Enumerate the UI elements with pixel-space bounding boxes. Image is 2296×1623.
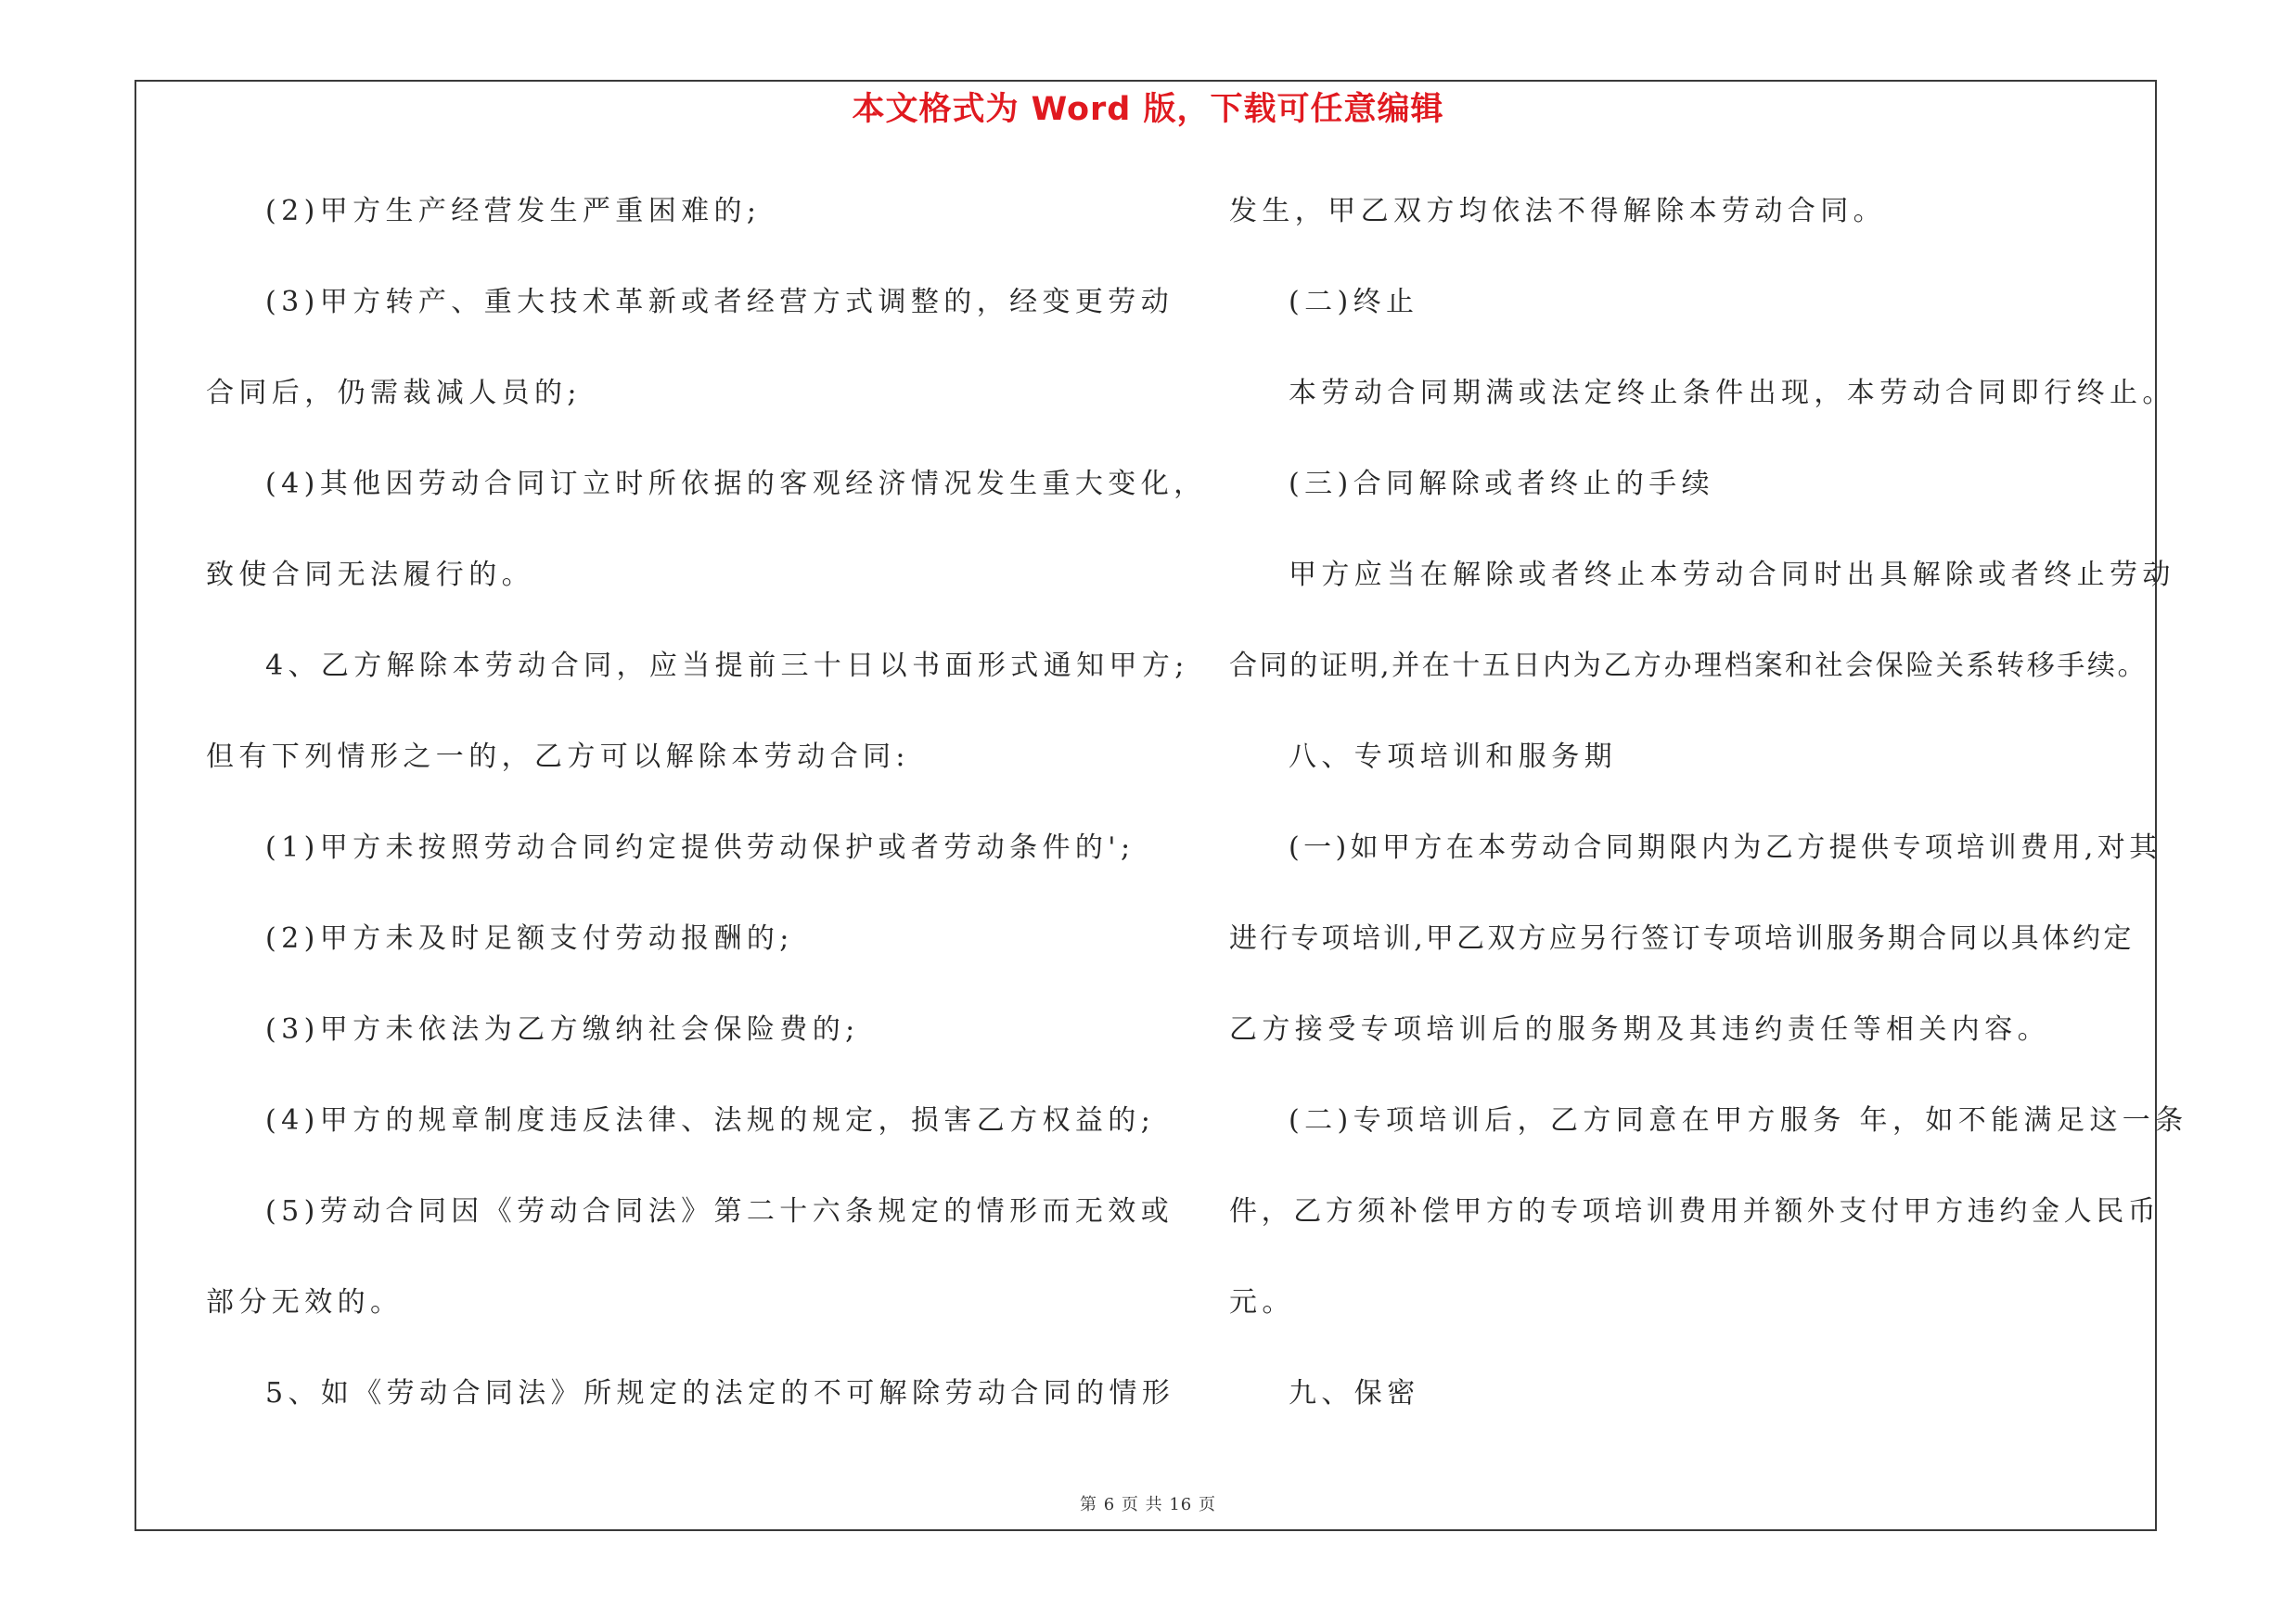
- text-line: 八、专项培训和服务期: [1289, 741, 1617, 773]
- text-line: 5、如《劳动合同法》所规定的法定的不可解除劳动合同的情形: [265, 1377, 1175, 1410]
- text-line: 乙方接受专项培训后的服务期及其违约责任等相关内容。: [1229, 1013, 2050, 1046]
- text-line: (3)甲方未依法为乙方缴纳社会保险费的;: [265, 1013, 860, 1046]
- text-line: (4)其他因劳动合同订立时所依据的客观经济情况发生重大变化，: [265, 468, 1207, 500]
- text-line: 件，乙方须补偿甲方的专项培训费用并额外支付甲方违约金人民币: [1229, 1195, 2161, 1228]
- text-line: 合同的证明,并在十五日内为乙方办理档案和社会保险关系转移手续。: [1229, 650, 2148, 682]
- text-line: 甲方应当在解除或者终止本劳动合同时出具解除或者终止劳动: [1289, 559, 2175, 591]
- text-line: (1)甲方未按照劳动合同约定提供劳动保护或者劳动条件的';: [265, 831, 1135, 864]
- text-line: 九、保密: [1289, 1377, 1420, 1410]
- text-line: (二)终止: [1289, 286, 1419, 318]
- text-line: 部分无效的。: [206, 1286, 404, 1319]
- text-line: (2)甲方未及时足额支付劳动报酬的;: [265, 922, 794, 955]
- text-line: (三)合同解除或者终止的手续: [1289, 468, 1715, 500]
- text-line: (5)劳动合同因《劳动合同法》第二十六条规定的情形而无效或: [265, 1195, 1174, 1228]
- page-number: 第 6 页 共 16 页: [1080, 1495, 1216, 1514]
- text-line: 元。: [1229, 1286, 1295, 1319]
- text-line: 进行专项培训,甲乙双方应另行签订专项培训服务期合同以具体约定: [1229, 922, 2135, 955]
- text-line: 本劳动合同期满或法定终止条件出现，本劳动合同即行终止。: [1289, 377, 2175, 409]
- text-line: (3)甲方转产、重大技术革新或者经营方式调整的，经变更劳动: [265, 286, 1174, 318]
- document-banner: 本文格式为 Word 版，下载可任意编辑: [852, 91, 1444, 128]
- text-line: 合同后，仍需裁减人员的;: [206, 377, 582, 409]
- text-line: 发生，甲乙双方均依法不得解除本劳动合同。: [1229, 195, 1886, 227]
- text-line: (2)甲方生产经营发生严重困难的;: [265, 195, 762, 227]
- text-line: 致使合同无法履行的。: [206, 559, 534, 591]
- text-line: (4)甲方的规章制度违反法律、法规的规定，损害乙方权益的;: [265, 1104, 1156, 1137]
- text-line: (一)如甲方在本劳动合同期限内为乙方提供专项培训费用,对其: [1289, 831, 2161, 864]
- text-line: 4、乙方解除本劳动合同，应当提前三十日以书面形式通知甲方;: [265, 650, 1189, 682]
- text-line: (二)专项培训后，乙方同意在甲方服务 年，如不能满足这一条: [1289, 1104, 2188, 1137]
- text-line: 但有下列情形之一的，乙方可以解除本劳动合同:: [206, 741, 910, 773]
